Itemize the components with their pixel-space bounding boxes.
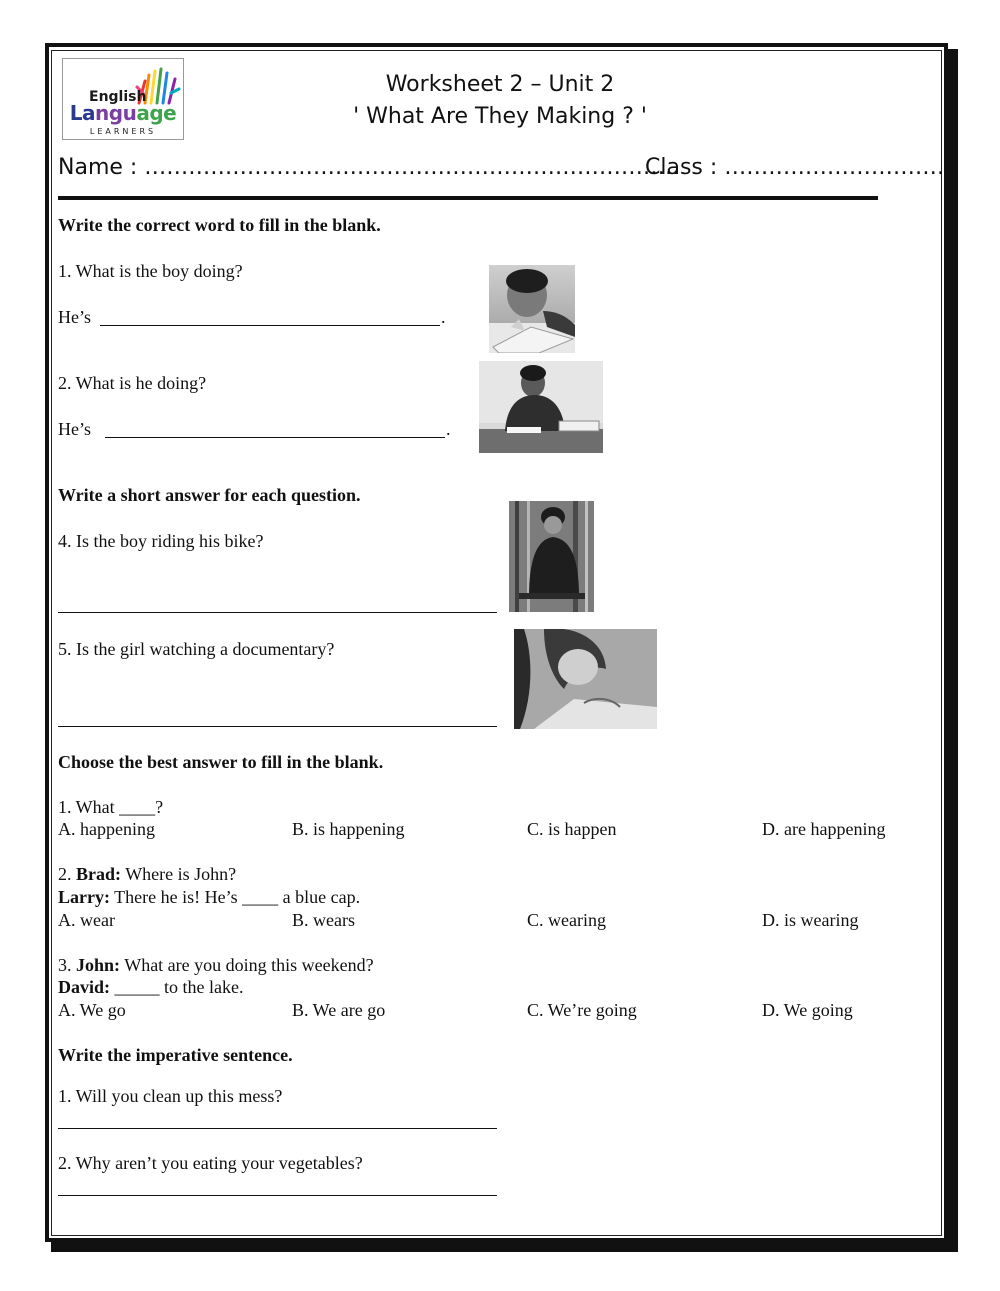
s3-q3-line2 [58, 976, 244, 998]
s4-question-1: 1. Will you clean up this mess? [58, 1086, 283, 1106]
s4-answer-2-line[interactable] [58, 1195, 497, 1196]
s1-question-2: 2. What is he doing? [58, 373, 207, 393]
s3-q2-option-d[interactable]: D. is wearing [762, 910, 859, 930]
s3-q2-speaker2: Larry: [58, 887, 110, 907]
class-field[interactable]: Class : ………………………… [645, 155, 945, 180]
s2-question-5: 5. Is the girl watching a documentary? [58, 639, 335, 659]
s3-q3-line1 [58, 954, 374, 976]
s1-answer-2-line[interactable] [105, 437, 445, 438]
s3-q3-option-b[interactable]: B. We are go [292, 1000, 386, 1020]
s2-answer-5-line[interactable] [58, 726, 497, 727]
logo-text-la: La [69, 101, 96, 125]
logo-text-language [63, 101, 183, 125]
s3-q1-option-c[interactable]: C. is happen [527, 819, 617, 839]
s3-q3-speaker1: John: [76, 955, 121, 975]
s3-q3-option-a[interactable]: A. We go [58, 1000, 126, 1020]
s1-question-1: 1. What is the boy doing? [58, 261, 243, 281]
s1-answer-2-period: . [446, 419, 451, 439]
section2-instruction: Write a short answer for each question. [58, 485, 361, 505]
logo-text-english: English [89, 89, 147, 105]
s3-q2-speaker1: Brad: [76, 864, 121, 884]
s3-q2-option-a[interactable]: A. wear [58, 910, 115, 930]
logo-text-ngu: ngu [95, 101, 137, 125]
s1-answer-1-line[interactable] [100, 325, 440, 326]
worksheet-title: Worksheet 2 – Unit 2 [385, 72, 615, 97]
logo-text-learners: LEARNERS [89, 127, 157, 136]
name-field[interactable]: Name : ………………………………………………………………. [58, 155, 680, 180]
section1-instruction: Write the correct word to fill in the blank. [58, 215, 381, 235]
s2-answer-4-line[interactable] [58, 612, 497, 613]
s1-answer-1-period: . [441, 307, 446, 327]
worksheet-subtitle: ' What Are They Making ? ' [353, 104, 647, 129]
header-divider [58, 196, 878, 200]
english-language-learners-logo [62, 58, 184, 140]
s3-q2-text1: Where is John? [125, 864, 237, 884]
s3-q2-option-c[interactable]: C. wearing [527, 910, 606, 930]
section3-instruction: Choose the best answer to fill in the blank. [58, 752, 384, 772]
girl-drawing-photo [514, 629, 657, 729]
s3-q1-option-d[interactable]: D. are happening [762, 819, 886, 839]
s3-q1-option-b[interactable]: B. is happening [292, 819, 405, 839]
s2-question-4: 4. Is the boy riding his bike? [58, 531, 264, 551]
s3-q2-line1 [58, 863, 236, 885]
logo-text-age: age [136, 101, 177, 125]
s4-answer-1-line[interactable] [58, 1128, 497, 1129]
section4-instruction: Write the imperative sentence. [58, 1045, 293, 1065]
s3-q3-option-c[interactable]: C. We’re going [527, 1000, 637, 1020]
boy-reading-photo [489, 265, 575, 353]
s3-q3-number: 3. [58, 955, 72, 975]
s3-q3-option-d[interactable]: D. We going [762, 1000, 853, 1020]
s3-q2-option-b[interactable]: B. wears [292, 910, 355, 930]
boy-writing-photo [479, 361, 603, 453]
s3-q3-text2: _____ to the lake. [114, 977, 244, 997]
s1-answer-2-prefix: He’s [58, 419, 91, 439]
s3-q3-text1: What are you doing this weekend? [124, 955, 374, 975]
s3-q2-line2 [58, 886, 360, 908]
boy-riding-bike-photo [509, 501, 594, 612]
s3-q2-number: 2. [58, 864, 72, 884]
s3-q3-speaker2: David: [58, 977, 111, 997]
s4-question-2: 2. Why aren’t you eating your vegetables? [58, 1153, 363, 1173]
s3-q1-option-a[interactable]: A. happening [58, 819, 155, 839]
s1-answer-1-prefix: He’s [58, 307, 91, 327]
s3-q2-text2: There he is! He’s ____ a blue cap. [114, 887, 361, 907]
s3-q1-stem: 1. What ____? [58, 797, 164, 817]
